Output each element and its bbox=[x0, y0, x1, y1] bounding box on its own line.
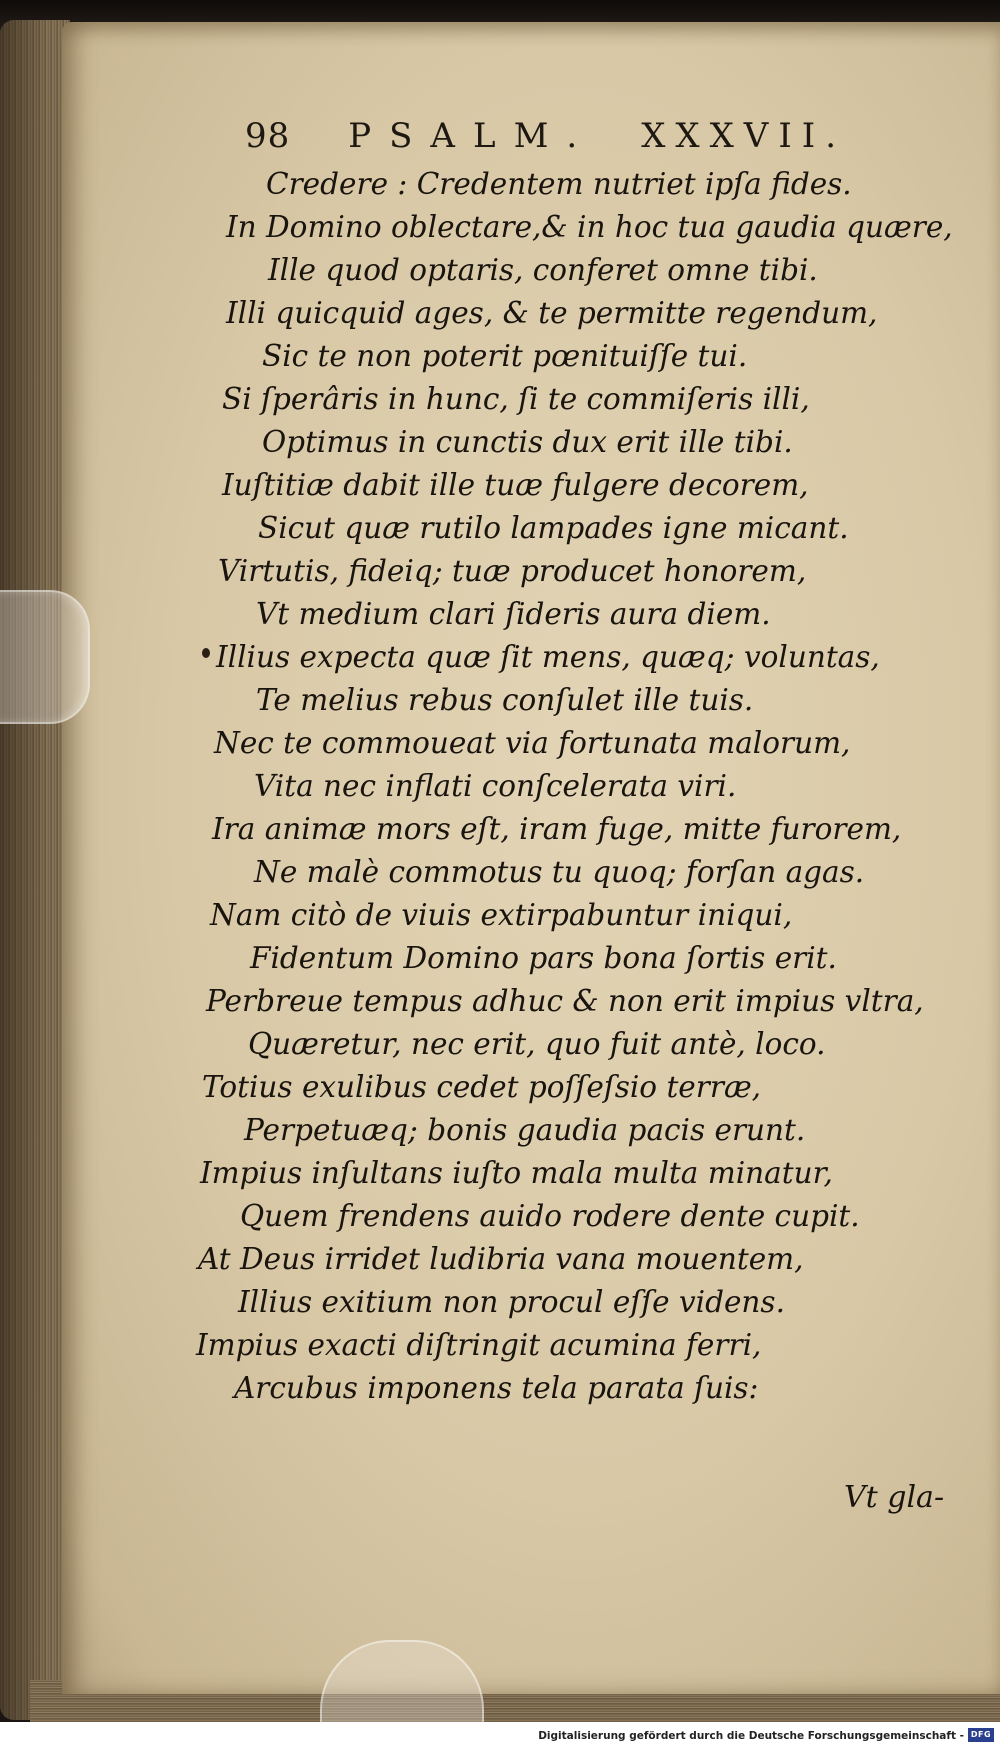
running-head-title: PSALM. bbox=[348, 116, 596, 156]
verse-line: Totius exulibus cedet poſſeſsio terræ, bbox=[202, 1070, 762, 1104]
verse-line: Illius expecta quæ ſit mens, quæq; voluntas, bbox=[216, 640, 880, 674]
running-head-numeral: XXXVII. bbox=[641, 116, 847, 156]
verse-line: Virtutis, fideiq; tuæ producet honorem, bbox=[218, 554, 807, 588]
verse-line: Vt medium clari ſideris aura diem. bbox=[256, 597, 771, 631]
verse-line: Impius exacti diſtringit acumina ferri, bbox=[196, 1328, 762, 1362]
verse-line: Ne malè commotus tu quoq; forſan agas. bbox=[254, 855, 865, 889]
dfg-logo: DFG bbox=[968, 1728, 994, 1742]
verse-line: Vita nec inflati conſcelerata viri. bbox=[254, 769, 737, 803]
footer-credit: Digitalisierung gefördert durch die Deutsche Forschungsgemeinschaft - bbox=[538, 1730, 964, 1742]
verse-line: Impius inſultans iuſto mala multa minatur, bbox=[200, 1156, 833, 1190]
verse-line: Fidentum Domino pars bona ſortis erit. bbox=[250, 941, 837, 975]
page-clip-left bbox=[0, 590, 90, 724]
verse-line: Credere : Credentem nutriet ipſa fides. bbox=[266, 167, 852, 201]
verse-line: Ira animæ mors eſt, iram fuge, mitte furorem, bbox=[212, 812, 902, 846]
verse-line: At Deus irridet ludibria vana mouentem, bbox=[198, 1242, 804, 1276]
verse-line: Optimus in cunctis dux erit ille tibi. bbox=[262, 425, 793, 459]
verse-line: Si ſperâris in hunc, ſi te commiſeris illi, bbox=[222, 382, 810, 416]
verse-line: Iuſtitiæ dabit ille tuæ fulgere decorem, bbox=[222, 468, 809, 502]
verse-line: Illi quicquid ages, & te permitte regendum, bbox=[226, 296, 878, 330]
verse-line: Perbreue tempus adhuc & non erit impius vltra, bbox=[206, 984, 924, 1018]
verse-line: Quæretur, nec erit, quo fuit antè, loco. bbox=[248, 1027, 826, 1061]
verse-line: Nec te commoueat via fortunata malorum, bbox=[214, 726, 851, 760]
verse-line: Quem frendens auido rodere dente cupit. bbox=[240, 1199, 860, 1233]
catchword: Vt gla- bbox=[844, 1480, 945, 1515]
verse-line: Ille quod optaris, conferet omne tibi. bbox=[268, 253, 818, 287]
verse-line: Arcubus imponens tela parata ſuis: bbox=[234, 1371, 759, 1405]
ink-speck bbox=[202, 648, 210, 658]
verse-line: Sicut quæ rutilo lampades igne micant. bbox=[258, 511, 849, 545]
verse-line: Te melius rebus conſulet ille tuis. bbox=[256, 683, 754, 717]
verse-line: Illius exitium non procul eſſe videns. bbox=[238, 1285, 785, 1319]
verse-line: In Domino oblectare,& in hoc tua gaudia quære, bbox=[226, 210, 953, 244]
verse-line: Perpetuæq; bonis gaudia pacis erunt. bbox=[244, 1113, 806, 1147]
verse-line: Nam citò de viuis extirpabuntur iniqui, bbox=[210, 898, 793, 932]
verse-line: Sic te non poterit pœnituiſſe tui. bbox=[262, 339, 748, 373]
page-number: 98 bbox=[245, 116, 291, 156]
